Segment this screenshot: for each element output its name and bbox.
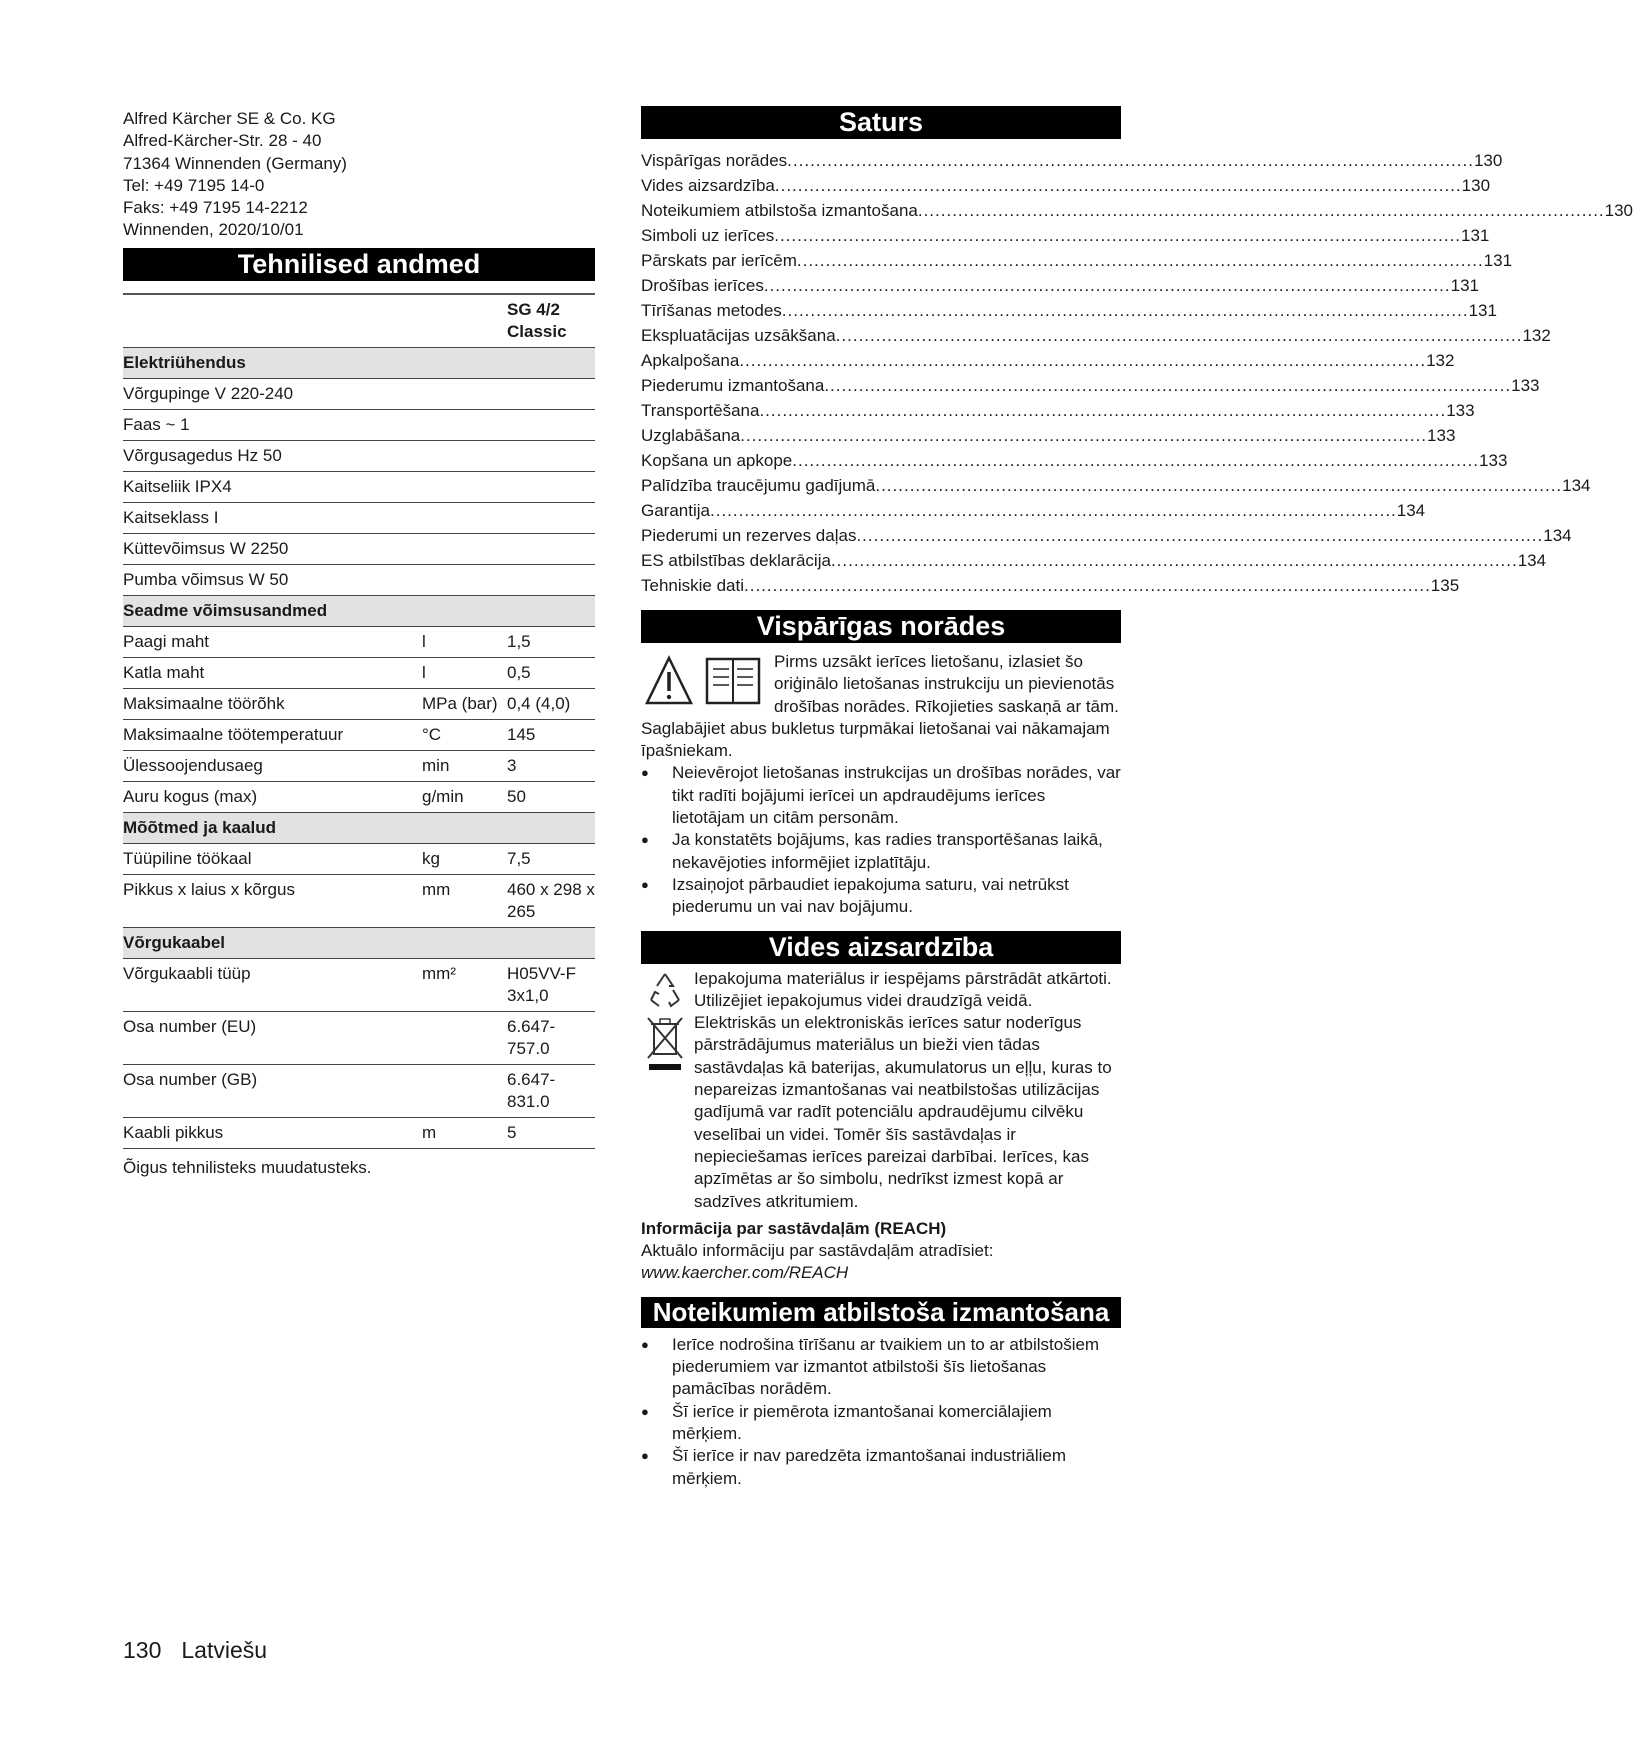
reach-link[interactable]: www.kaercher.com/REACH	[641, 1263, 849, 1283]
toc-entry-title: Noteikumiem atbilstoša izmantošana	[641, 201, 918, 220]
address-line: Winnenden, 2020/10/01	[123, 220, 304, 240]
table-row	[123, 1011, 595, 1064]
recycle-block	[641, 968, 1121, 1013]
toc-entry[interactable]	[641, 448, 1508, 473]
cell-value	[507, 440, 595, 471]
toc-entry-title: Palīdzība traucējumu gadījumā	[641, 476, 876, 495]
toc-entry-page: 133	[1446, 401, 1475, 420]
tech-table-header-row	[123, 294, 595, 348]
cell-value	[507, 502, 595, 533]
table-row	[123, 843, 595, 874]
warning-icons	[645, 655, 765, 705]
cell-unit: m	[422, 1117, 507, 1148]
warning-block	[641, 651, 1121, 718]
list-item: ● Izsaiņojot pārbaudiet iepakojuma saturu, vai netrūkst piederumu un vai nav bojājumu.	[641, 874, 1121, 919]
cell-value: 6.647-831.0	[507, 1064, 595, 1117]
general-bullet-list	[641, 762, 1121, 918]
cell-unit: °C	[422, 719, 507, 750]
table-row	[123, 1117, 595, 1148]
cell-value: 5	[507, 1117, 595, 1148]
toc-leader-dots: ........................................................................................................................	[774, 176, 1462, 195]
toc-leader-dots: ........................................................................................................................	[875, 476, 1563, 495]
toc-heading: Saturs	[641, 106, 1121, 139]
cell-value	[507, 409, 595, 440]
cell-unit	[422, 564, 507, 595]
toc-entry-page: 135	[1430, 576, 1460, 595]
cell-value: 145	[507, 719, 595, 750]
toc-leader-dots: ........................................................................................................................	[740, 426, 1428, 445]
table-row	[123, 688, 595, 719]
toc-entry-title: Drošības ierīces	[641, 276, 764, 295]
table-of-contents	[641, 148, 1633, 598]
cell-label: Küttevõimsus W 2250	[123, 533, 422, 564]
toc-entry-title: Apkalpošana	[641, 351, 740, 370]
toc-entry-title: Transportēšana	[641, 401, 760, 420]
cell-value	[507, 533, 595, 564]
cell-label: Võrgukaabli tüüp	[123, 958, 422, 1011]
toc-leader-dots: ........................................................................................................................	[759, 401, 1447, 420]
recycle-icon	[645, 970, 685, 1015]
toc-entry-title: Piederumu izmantošana	[641, 376, 825, 395]
cell-unit	[422, 1064, 507, 1117]
table-row	[123, 1064, 595, 1117]
cell-label: Kaabli pikkus	[123, 1117, 422, 1148]
table-row	[123, 719, 595, 750]
cell-label: Katla maht	[123, 657, 422, 688]
cell-unit: MPa (bar)	[422, 688, 507, 719]
section-label: Võrgukaabel	[123, 927, 595, 958]
toc-leader-dots: ........................................................................................................................	[856, 526, 1544, 545]
cell-unit: g/min	[422, 781, 507, 812]
toc-entry-title: Vispārīgas norādes	[641, 151, 788, 170]
cell-label: Maksimaalne töötemperatuur	[123, 719, 422, 750]
toc-entry-page: 133	[1479, 451, 1508, 470]
crossed-bin-icon	[645, 1014, 685, 1079]
toc-entry-page: 130	[1604, 201, 1633, 220]
address-line: 71364 Winnenden (Germany)	[123, 153, 347, 173]
cell-unit: mm²	[422, 958, 507, 1011]
keep-instructions-text: Saglabājiet abus bukletus turpmākai lietošanai vai nākamajam īpašniekam.	[641, 718, 1110, 761]
toc-entry-page: 132	[1522, 326, 1551, 345]
cell-label: Paagi maht	[123, 626, 422, 657]
cell-label: Ülessoojendusaeg	[123, 750, 422, 781]
cell-label: Osa number (GB)	[123, 1064, 422, 1117]
toc-entry-page: 131	[1483, 251, 1513, 270]
toc-entry[interactable]	[641, 548, 1547, 573]
toc-entry[interactable]	[641, 148, 1503, 173]
cell-label: Võrgupinge V 220-240	[123, 378, 422, 409]
table-row	[123, 958, 595, 1011]
cell-label: Võrgusagedus Hz 50	[123, 440, 422, 471]
address-line: Tel: +49 7195 14-0	[123, 175, 265, 195]
toc-entry-title: Uzglabāšana	[641, 426, 741, 445]
tech-section-row	[123, 812, 595, 843]
warning-text: Pirms uzsākt ierīces lietošanu, izlasiet šo oriģinālo lietošanas instrukciju un pievienotās drošības norādes. Rīkojieties saskaņā ar tām.	[774, 652, 1119, 716]
section-label: Mõõtmed ja kaalud	[123, 812, 595, 843]
toc-leader-dots: ........................................................................................................................	[781, 301, 1469, 320]
tech-section-row	[123, 595, 595, 626]
model-name: SG 4/2 Classic	[507, 294, 595, 348]
toc-leader-dots: ........................................................................................................................	[709, 501, 1397, 520]
toc-entry-page: 134	[1562, 476, 1591, 495]
toc-entry-page: 130	[1473, 151, 1503, 170]
toc-leader-dots: ........................................................................................................................	[917, 201, 1605, 220]
cell-label: Kaitseliik IPX4	[123, 471, 422, 502]
toc-entry[interactable]	[641, 348, 1455, 373]
toc-entry[interactable]	[641, 523, 1572, 548]
section-label: Seadme võimsusandmed	[123, 595, 595, 626]
cell-value: 0,5	[507, 657, 595, 688]
cell-unit	[422, 502, 507, 533]
cell-label: Auru kogus (max)	[123, 781, 422, 812]
toc-entry[interactable]	[641, 273, 1479, 298]
list-item: ● Ja konstatēts bojājums, kas radies transportēšanas laikā, nekavējoties informējiet izplatītāju.	[641, 829, 1121, 874]
toc-entry-page: 131	[1468, 301, 1497, 320]
toc-entry-page: 130	[1461, 176, 1491, 195]
toc-entry-page: 134	[1396, 501, 1426, 520]
table-row	[123, 874, 595, 927]
cell-value: 50	[507, 781, 595, 812]
page-number: 130	[123, 1637, 162, 1663]
toc-entry-title: Simboli uz ierīces	[641, 226, 775, 245]
toc-entry-page: 133	[1427, 426, 1456, 445]
table-row	[123, 502, 595, 533]
cell-value: 1,5	[507, 626, 595, 657]
weee-text: Elektriskās un elektroniskās ierīces satur noderīgus pārstrādājumus materiālus un bieži vien tādas sastāvdaļas kā baterijas, akumulatorus un eļļu, kuras to nepareizas izmantošanas vai neatbilstošas utilizācijas gadījumā var radīt potenciālu apdraudējumu cilvēku veselībai un videi. Tomēr šīs sastāvdaļas ir nepieciešamas ierīces pareizai darbībai. Ierīces, kas apzīmētas ar šo simbolu, nedrīkst izmest kopā ar sadzīves atkritumiem.	[694, 1013, 1112, 1211]
toc-leader-dots: ........................................................................................................................	[774, 226, 1461, 245]
tech-section-row	[123, 347, 595, 378]
toc-leader-dots: ........................................................................................................................	[824, 376, 1512, 395]
cell-label: Kaitseklass I	[123, 502, 422, 533]
page-footer	[123, 1637, 287, 1664]
toc-entry[interactable]	[641, 373, 1540, 398]
toc-entry-page: 134	[1517, 551, 1547, 570]
tech-note: Õigus tehnilisteks muudatusteks.	[123, 1157, 372, 1177]
cell-value	[507, 564, 595, 595]
toc-entry-page: 134	[1543, 526, 1572, 545]
table-row	[123, 657, 595, 688]
address-line: Alfred Kärcher SE & Co. KG	[123, 109, 336, 128]
toc-entry[interactable]	[641, 248, 1513, 273]
toc-leader-dots: ........................................................................................................................	[787, 151, 1474, 170]
cell-unit	[422, 378, 507, 409]
table-row	[123, 533, 595, 564]
table-row	[123, 781, 595, 812]
toc-leader-dots: ........................................................................................................................	[739, 351, 1427, 370]
toc-leader-dots: ........................................................................................................................	[763, 276, 1451, 295]
cell-value: H05VV-F 3x1,0	[507, 958, 595, 1011]
cell-unit: l	[422, 626, 507, 657]
toc-entry-title: Piederumi un rezerves daļas	[641, 526, 857, 545]
table-row	[123, 378, 595, 409]
cell-label: Pumba võimsus W 50	[123, 564, 422, 595]
toc-entry-title: Ekspluatācijas uzsākšana	[641, 326, 836, 345]
cell-value: 3	[507, 750, 595, 781]
table-row	[123, 564, 595, 595]
toc-entry[interactable]	[641, 223, 1490, 248]
toc-leader-dots: ........................................................................................................................	[796, 251, 1484, 270]
cell-value: 460 x 298 x 265	[507, 874, 595, 927]
cell-value	[507, 378, 595, 409]
intended-use-bullet-list	[641, 1334, 1121, 1490]
cell-unit	[422, 471, 507, 502]
toc-entry-page: 131	[1461, 226, 1490, 245]
tech-data-heading: Tehnilised andmed	[123, 248, 595, 281]
reach-text: Aktuālo informāciju par sastāvdaļām atradīsiet:	[641, 1241, 994, 1261]
cell-value: 7,5	[507, 843, 595, 874]
cell-label: Osa number (EU)	[123, 1011, 422, 1064]
toc-leader-dots: ........................................................................................................................	[830, 551, 1518, 570]
address-line: Faks: +49 7195 14-2212	[123, 198, 308, 218]
toc-entry-title: Kopšana un apkope	[641, 451, 793, 470]
toc-leader-dots: ........................................................................................................................	[792, 451, 1480, 470]
address-line: Alfred-Kärcher-Str. 28 - 40	[123, 131, 322, 151]
toc-entry[interactable]	[641, 423, 1456, 448]
recycle-text: Iepakojuma materiālus ir iespējams pārstrādāt atkārtoti. Utilizējiet iepakojumus videi draudzīgā veidā.	[694, 968, 1112, 1010]
toc-entry[interactable]	[641, 173, 1491, 198]
cell-unit: l	[422, 657, 507, 688]
warning-triangle-icon	[645, 655, 765, 707]
list-item: ● Neievērojot lietošanas instrukcijas un drošības norādes, var tikt radīti bojājumi ierīcei un apdraudējums ierīces lietotājam un citām personām.	[641, 762, 1121, 829]
toc-entry-title: Tehniskie dati	[641, 576, 745, 595]
table-row	[123, 409, 595, 440]
toc-entry-title: Tīrīšanas metodes	[641, 301, 782, 320]
tech-data-table	[123, 293, 595, 1149]
cell-unit: kg	[422, 843, 507, 874]
language-label: Latviešu	[181, 1637, 268, 1663]
toc-entry-title: Pārskats par ierīcēm	[641, 251, 797, 270]
list-item: ● Šī ierīce ir nav paredzēta izmantošanai industriāliem mērķiem.	[641, 1445, 1121, 1490]
table-row	[123, 440, 595, 471]
toc-entry[interactable]	[641, 323, 1551, 348]
toc-entry-title: Garantija	[641, 501, 710, 520]
cell-value: 6.647-757.0	[507, 1011, 595, 1064]
cell-unit	[422, 409, 507, 440]
cell-unit	[422, 1011, 507, 1064]
cell-unit	[422, 533, 507, 564]
cell-unit: min	[422, 750, 507, 781]
left-column	[123, 108, 595, 1178]
toc-entry-page: 132	[1426, 351, 1455, 370]
cell-value	[507, 471, 595, 502]
cell-label: Tüüpiline töökaal	[123, 843, 422, 874]
list-item: ● Šī ierīce ir piemērota izmantošanai komerciālajiem mērķiem.	[641, 1401, 1121, 1446]
address-block	[123, 108, 595, 242]
right-column	[641, 106, 1633, 1490]
general-heading: Vispārīgas norādes	[641, 610, 1121, 643]
cell-unit	[422, 440, 507, 471]
toc-entry[interactable]	[641, 473, 1591, 498]
toc-entry-page: 131	[1450, 276, 1479, 295]
toc-entry-title: Vides aizsardzība	[641, 176, 775, 195]
toc-entry[interactable]	[641, 298, 1497, 323]
cell-value: 0,4 (4,0)	[507, 688, 595, 719]
intended-use-heading: Noteikumiem atbilstoša izmantošana	[641, 1297, 1121, 1328]
toc-leader-dots: ........................................................................................................................	[835, 326, 1523, 345]
toc-entry[interactable]	[641, 398, 1475, 423]
weee-block	[641, 1012, 1121, 1213]
toc-entry[interactable]	[641, 498, 1426, 523]
table-row	[123, 471, 595, 502]
list-item: ● Ierīce nodrošina tīrīšanu ar tvaikiem un to ar atbilstošiem piederumiem var izmantot atbilstoši šīs lietošanas pamācības norādēm.	[641, 1334, 1121, 1401]
cell-label: Faas ~ 1	[123, 409, 422, 440]
toc-leader-dots: ........................................................................................................................	[744, 576, 1431, 595]
environment-heading: Vides aizsardzība	[641, 931, 1121, 964]
cell-label: Maksimaalne töörõhk	[123, 688, 422, 719]
cell-label: Pikkus x laius x kõrgus	[123, 874, 422, 927]
section-label: Elektriühendus	[123, 347, 595, 378]
reach-title: Informācija par sastāvdaļām (REACH)	[641, 1218, 947, 1238]
table-row	[123, 626, 595, 657]
table-row	[123, 750, 595, 781]
tech-section-row	[123, 927, 595, 958]
toc-entry[interactable]	[641, 573, 1460, 598]
toc-entry-title: ES atbilstības deklarācija	[641, 551, 831, 570]
toc-entry-page: 133	[1511, 376, 1540, 395]
toc-entry[interactable]	[641, 198, 1633, 223]
cell-unit: mm	[422, 874, 507, 927]
